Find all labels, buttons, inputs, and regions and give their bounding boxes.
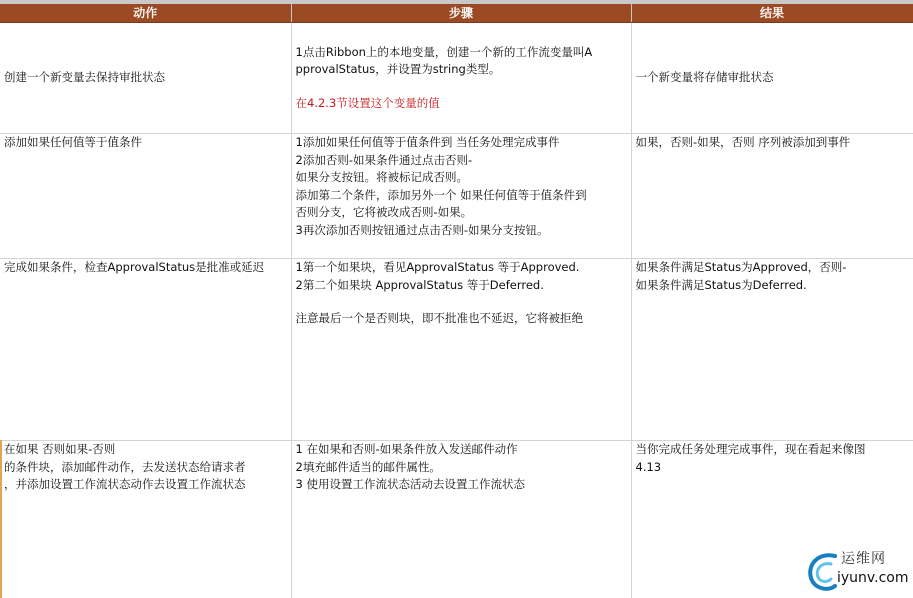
header-action[interactable]: 动作 <box>0 4 291 23</box>
cell-steps[interactable] <box>291 441 631 598</box>
cell-text: 注意最后一个是否则块，即不批准也不延迟，它将被拒绝 <box>295 311 583 326</box>
cell-steps[interactable] <box>291 23 631 134</box>
workflow-steps-table <box>0 4 913 598</box>
cell-text: 在如果 否则如果-否则 <box>4 442 116 456</box>
cell-text: 否则分支，它将被改成否则-如果。 <box>295 205 473 220</box>
header-steps[interactable]: 步骤 <box>291 4 631 23</box>
cell-text: 添加第二个条件，添加另外一个 如果任何值等于值条件到 <box>295 187 587 202</box>
cell-text: 2第二个如果块 ApprovalStatus 等于Deferred. <box>295 277 544 292</box>
cell-text: 1 在如果和否则-如果条件放入发送邮件动作 <box>295 442 518 456</box>
cell-steps[interactable] <box>291 259 631 441</box>
watermark-url: iyunv.com <box>837 570 909 586</box>
table-row <box>0 23 913 134</box>
cell-text: 1第一个如果块，看见ApprovalStatus 等于Approved. <box>295 260 580 274</box>
cell-text: 1点击Ribbon上的本地变量，创建一个新的工作流变量叫A <box>295 44 593 59</box>
watermark-logo-text: 运维网 <box>841 551 886 567</box>
cell-blank-line <box>296 294 627 310</box>
cell-result[interactable] <box>631 259 913 441</box>
cell-action[interactable] <box>0 259 291 441</box>
cell-text: 2添加否则-如果条件通过点击否则- <box>295 152 473 167</box>
cell-action[interactable] <box>0 441 291 598</box>
cell-text: 如果，否则-如果，否则 序列被添加到事件 <box>635 135 851 149</box>
cell-text: 添加如果任何值等于值条件 <box>4 135 142 149</box>
cell-text: 4.13 <box>635 459 662 474</box>
row-selection-edge <box>0 440 2 598</box>
cell-text: 3 使用设置工作流状态活动去设置工作流状态 <box>295 477 525 492</box>
cell-blank-line <box>296 79 627 95</box>
table-row <box>0 134 913 259</box>
cell-steps[interactable] <box>291 134 631 259</box>
cell-text: 如果分支按钮。将被标记成否则。 <box>295 170 468 185</box>
cell-action[interactable] <box>0 23 291 134</box>
cell-text: ，并添加设置工作流状态动作去设置工作流状态 <box>4 477 246 492</box>
cell-result[interactable] <box>631 23 913 134</box>
cell-text: 如果条件满足Status为Deferred. <box>635 277 807 292</box>
cell-text: 如果条件满足Status为Approved，否则- <box>635 260 847 274</box>
cell-text: pprovalStatus，并设置为string类型。 <box>295 62 501 77</box>
cell-text: 一个新变量将存储审批状态 <box>635 70 774 85</box>
cell-text: 创建一个新变量去保持审批状态 <box>4 70 165 85</box>
table-row <box>0 259 913 441</box>
cell-text: 的条件块，添加邮件动作，去发送状态给请求者 <box>4 459 246 474</box>
cell-result[interactable] <box>631 134 913 259</box>
cell-text: 完成如果条件，检查ApprovalStatus是批准或延迟 <box>4 260 265 274</box>
cell-text: 当你完成任务处理完成事件，现在看起来像图 <box>635 442 866 456</box>
cell-text: 2填充邮件适当的邮件属性。 <box>295 459 441 474</box>
header-result[interactable]: 结果 <box>631 4 913 23</box>
cell-action[interactable] <box>0 134 291 259</box>
cell-text: 3再次添加否则按钮通过点击否则-如果分支按钮。 <box>295 222 549 237</box>
cell-note-red: 在4.2.3节设置这个变量的值 <box>295 95 440 110</box>
table-row <box>0 441 913 598</box>
cell-text: 1添加如果任何值等于值条件到 当任务处理完成事件 <box>295 135 560 149</box>
header-row <box>0 4 913 23</box>
watermark <box>805 548 907 596</box>
